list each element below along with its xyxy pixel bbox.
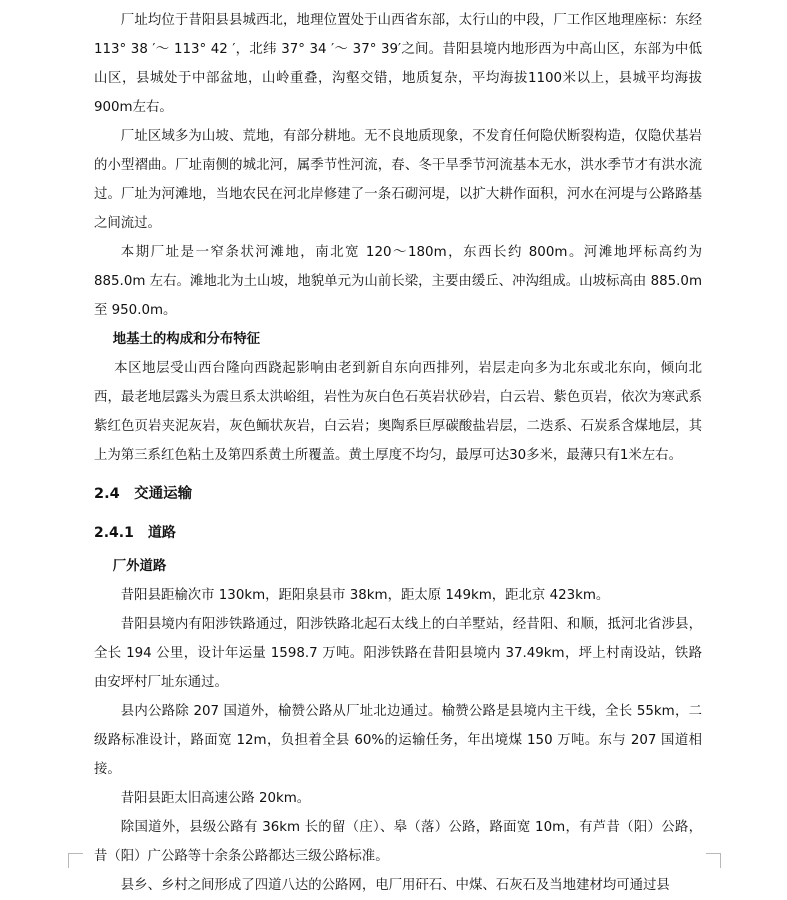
page-corner-marker-left — [68, 853, 83, 868]
heading-soil-composition: 地基土的构成和分布特征 — [112, 332, 261, 347]
section-heading-2-4-1: 2.4.1 道路 — [94, 525, 176, 541]
paragraph-county-roads: 除国道外，县级公路有 36km 长的留（庄）、皋（落）公路，路面宽 10m，有芦昔（阳）公路，昔（阳）广公路等十余条公路都达三级公路标准。 — [94, 820, 702, 864]
page-corner-marker-right — [706, 853, 721, 868]
paragraph-expressway: 昔阳县距太旧高速公路 20km。 — [120, 791, 311, 806]
paragraph-distances: 昔阳县距榆次市 130km，距阳泉县市 38km，距太原 149km，距北京 423km。 — [120, 588, 610, 603]
heading-outside-roads: 厂外道路 — [112, 559, 167, 574]
paragraph-stratigraphy: 本区地层受山西台隆向西跷起影响由老到新自东向西排列，岩层走向多为北东或北东向，倾向北西，最老地层露头为震旦系太洪峪组，岩性为灰白色石英岩状砂岩，白云岩、紫色页岩，依次为寒武系紫红色页岩夹泥灰岩，灰色鲕状灰岩，白云岩；奥陶系巨厚碳酸盐岩层，二迭系、石炭系含煤地层，其上为第三系红色粘土及第四系黄土所覆盖。黄土厚度不均匀，最厚可达30多米，最薄只有1米左右。 — [94, 361, 702, 463]
paragraph-county-highway: 县内公路除 207 国道外，榆赞公路从厂址北边通过。榆赞公路是县境内主干线，全长 55km，二级路标准设计，路面宽 12m，负担着全县 60%的运输任务，年出境煤 150 万吨。东与 207 国道相接。 — [94, 704, 702, 777]
paragraph-site-location: 厂址均位于昔阳县县城西北，地理位置处于山西省东部，太行山的中段，厂工作区地理座标：东经 113° 38 ′～ 113° 42 ′，北纬 37° 34 ′～ 37° 39′之间。昔阳县境内地形西为中高山区，东部为中低山区，县城处于中部盆地，山岭重叠，沟壑交错，地质复杂，平均海拔1100米以上，县城平均海拔900m左右。 — [94, 13, 702, 115]
paragraph-road-network: 县乡、乡村之间形成了四道八达的公路网，电厂用矸石、中煤、石灰石及当地建材均可通过县 — [120, 878, 670, 893]
paragraph-railway: 昔阳县境内有阳涉铁路通过，阳涉铁路北起石太线上的白羊墅站，经昔阳、和顺，抵河北省涉县，全长 194 公里，设计年运量 1598.7 万吨。阳涉铁路在昔阳县境内 37.49km，坪上村南设站，铁路由安坪村厂址东通过。 — [94, 617, 702, 690]
section-heading-2-4: 2.4 交通运输 — [94, 486, 193, 502]
paragraph-site-dimensions: 本期厂址是一窄条状河滩地，南北宽 120～180m，东西长约 800m。河滩地坪标高约为 885.0m 左右。滩地北为土山坡，地貌单元为山前长梁，主要由缓丘、冲沟组成。山坡标高由 885.0m 至 950.0m。 — [94, 245, 702, 318]
paragraph-site-terrain: 厂址区域多为山坡、荒地，有部分耕地。无不良地质现象，不发育任何隐伏断裂构造，仅隐伏基岩的小型褶曲。厂址南侧的城北河，属季节性河流，春、冬干旱季节河流基本无水，洪水季节才有洪水流过。厂址为河滩地，当地农民在河北岸修建了一条石砌河堤，以扩大耕作面积，河水在河堤与公路路基之间流过。 — [94, 129, 702, 231]
document-page — [94, 6, 702, 900]
